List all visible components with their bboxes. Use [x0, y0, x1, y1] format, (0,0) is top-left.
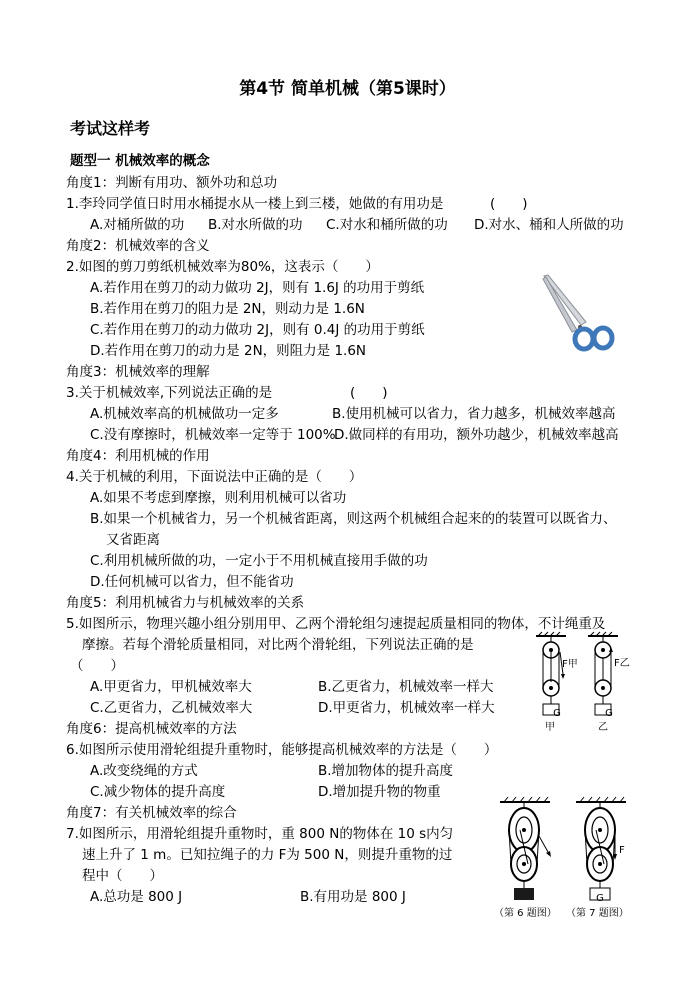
- q5-option-c: C.乙更省力，乙机械效率大: [90, 700, 253, 716]
- angle-2-heading: 角度2：机械效率的含义: [66, 238, 210, 254]
- topic-heading: 题型一 机械效率的概念: [70, 153, 210, 169]
- angle-3-heading: 角度3：机械效率的理解: [66, 364, 210, 380]
- q5-option-a: A.甲更省力，甲机械效率大: [90, 679, 252, 695]
- angle-1-heading: 角度1：判断有用功、额外功和总功: [66, 175, 278, 191]
- q2-option-a: A.若作用在剪刀的动力做功 2J，则有 1.6J 的功用于剪纸: [90, 280, 425, 296]
- q1-option-c: C.对水和桶所做的功: [326, 217, 448, 233]
- q3-option-b: B.使用机械可以省力，省力越多，机械效率越高: [332, 406, 616, 422]
- q2-stem: 2.如图的剪刀剪纸机械效率为80%，这表示（ ）: [66, 259, 379, 275]
- q5-force-yi: F乙: [614, 658, 630, 669]
- q7-figure-caption: （第 7 题图）: [566, 908, 629, 919]
- q3-stem: 3.关于机械效率,下列说法正确的是: [66, 385, 273, 401]
- q5-option-d: D.甲更省力，机械效率一样大: [318, 700, 495, 716]
- q5-weight-jia: G: [553, 708, 561, 719]
- q5-label-yi: 乙: [598, 722, 608, 733]
- q4-option-a: A.如果不考虑到摩擦，则利用机械可以省功: [90, 490, 347, 506]
- q3-option-a: A.机械效率高的机械做功一定多: [90, 406, 279, 422]
- q1-option-a: A.对桶所做的功: [90, 217, 185, 233]
- section-heading: 考试这样考: [70, 119, 151, 138]
- q2-option-d: D.若作用在剪刀的动力是 2N，则阻力是 1.6N: [90, 343, 367, 359]
- q4-option-c: C.利用机械所做的功，一定小于不用机械直接用手做的功: [90, 553, 428, 569]
- angle-7-heading: 角度7：有关机械效率的综合: [66, 805, 237, 821]
- scissors-icon: [540, 272, 620, 354]
- q7-option-a: A.总功是 800 J: [90, 889, 183, 905]
- q3-option-d: D.做同样的有用功，额外功越少，机械效率越高: [334, 427, 619, 443]
- q3-option-c: C.没有摩擦时，机械效率一定等于 100%: [90, 427, 336, 443]
- q1-option-b: B.对水所做的功: [208, 217, 303, 233]
- angle-4-heading: 角度4：利用机械的作用: [66, 448, 210, 464]
- angle-5-heading: 角度5：利用机械省力与机械效率的关系: [66, 595, 305, 611]
- q4-option-b-line1: B.如果一个机械省力，另一个机械省距离，则这两个机械组合起来的的装置可以既省力、: [90, 511, 617, 527]
- q5-stem-line2: 摩擦。若每个滑轮质量相同，对比两个滑轮组，下列说法正确的是: [82, 637, 474, 653]
- q6-figure-caption: （第 6 题图）: [494, 908, 557, 919]
- q5-option-b: B.乙更省力，机械效率一样大: [318, 679, 494, 695]
- q5-answer-paren: （ ）: [70, 658, 124, 674]
- q7-stem-line3: 程中（ ）: [82, 868, 163, 884]
- q3-answer-paren: ( ): [350, 385, 388, 401]
- q7-force-label: F: [619, 845, 625, 856]
- q1-stem: 1.李玲同学值日时用水桶提水从一楼上到三楼，她做的有用功是: [66, 196, 444, 212]
- q7-stem-line1: 7.如图所示，用滑轮组提升重物时，重 800 N的物体在 10 s内匀: [66, 826, 454, 842]
- q4-stem: 4.关于机械的利用，下面说法中正确的是（ ）: [66, 469, 363, 485]
- q6-option-a: A.改变绕绳的方式: [90, 763, 198, 779]
- q4-option-d: D.任何机械可以省力，但不能省功: [90, 574, 294, 590]
- q2-option-b: B.若作用在剪刀的阻力是 2N，则动力是 1.6N: [90, 301, 365, 317]
- q7-stem-line2: 速上升了 1 m。已知拉绳子的力 F为 500 N，则提升重物的过: [82, 847, 453, 863]
- q7-option-b: B.有用功是 800 J: [300, 889, 406, 905]
- q7-weight-label: G: [596, 893, 604, 904]
- q6-option-b: B.增加物体的提升高度: [318, 763, 454, 779]
- q5-weight-yi: G: [605, 708, 613, 719]
- q5-label-jia: 甲: [545, 722, 555, 733]
- q1-option-d: D.对水、桶和人所做的功: [474, 217, 624, 233]
- q5-stem-line1: 5.如图所示，物理兴趣小组分别用甲、乙两个滑轮组匀速提起质量相同的物体，不计绳重及: [66, 616, 606, 632]
- pulley-figure-q6: [496, 796, 556, 904]
- q4-option-b-line2: 又省距离: [106, 532, 160, 548]
- q5-force-jia: F甲: [562, 659, 578, 670]
- q6-stem: 6.如图所示使用滑轮组提升重物时，能够提高机械效率的方法是（ ）: [66, 742, 498, 758]
- page-title: 第4节 简单机械（第5课时）: [239, 79, 456, 99]
- q2-option-c: C.若作用在剪刀的动力做功 2J，则有 0.4J 的功用于剪纸: [90, 322, 425, 338]
- q6-option-c: C.减少物体的提升高度: [90, 784, 226, 800]
- q1-answer-paren: ( ): [490, 196, 528, 212]
- angle-6-heading: 角度6：提高机械效率的方法: [66, 721, 237, 737]
- q6-option-d: D.增加提升物的物重: [318, 784, 441, 800]
